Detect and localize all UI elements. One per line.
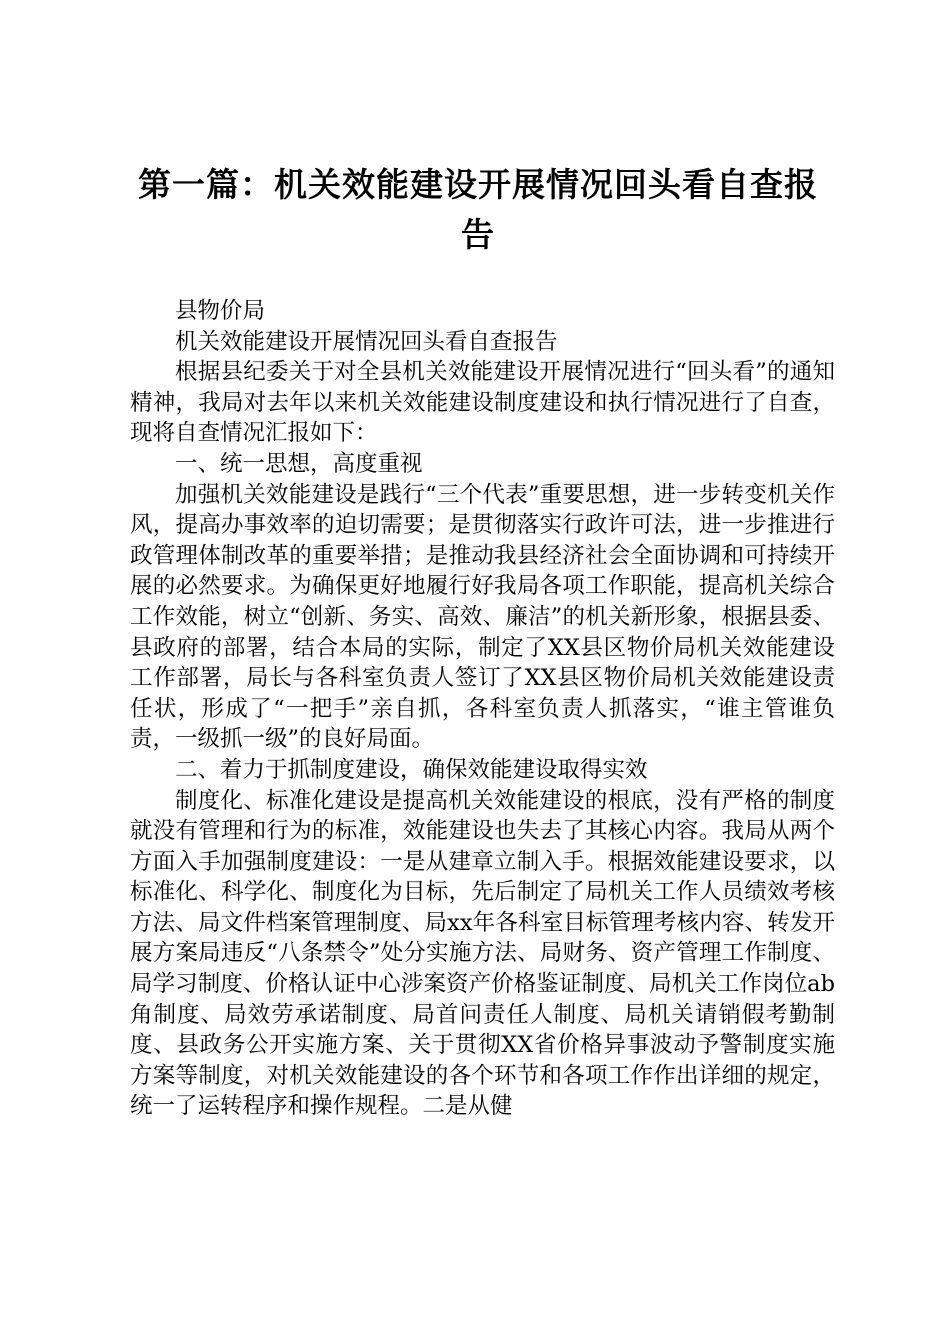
report-subtitle: 机关效能建设开展情况回头看自查报告 xyxy=(175,328,558,355)
document-body xyxy=(130,296,835,1122)
section-heading-2: 二、着力于抓制度建设，确保效能建设取得实效 xyxy=(175,756,648,783)
intro-paragraph: 根据县纪委关于对全县机关效能建设开展情况进行“回头看”的通知精神，我局对去年以来机关效能建设制度建设和执行情况进行了自查，现将自查情况汇报如下： xyxy=(130,359,835,447)
section-2-paragraph: 制度化、标准化建设是提高机关效能建设的根底，没有严格的制度就没有管理和行为的标准，效能建设也失去了其核心内容。我局从两个方面入手加强制度建设：一是从建章立制入手。根据效能建设要求，以标准化、科学化、制度化为目标，先后制定了局机关工作人员绩效考核方法、局文件档案管理制度、局xx年各科室目标管理考核内容、转发开展方案局违反“八条禁令”处分实施方法、局财务、资产管理工作制度、局学习制度、价格认证中心涉案资产价格鉴证制度、局机关工作岗位ab角制度、局效劳承诺制度、局首问责任人制度、局机关请销假考勤制度、县政务公开实施方案、关于贯彻XX省价格异事波动予警制度实施方案等制度，对机关效能建设的各个环节和各项工作作出详细的规定，统一了运转程序和操作规程。二是从健 xyxy=(130,787,835,1120)
section-heading-1: 一、统一思想，高度重视 xyxy=(175,450,423,477)
org-name: 县物价局 xyxy=(175,298,266,324)
section-1-paragraph: 加强机关效能建设是践行“三个代表”重要思想，进一步转变机关作风，提高办事效率的迫切需要；是贯彻落实行政许可法，进一步推进行政管理体制改革的重要举措；是推动我县经济社会全面协调和可持续开展的必然要求。为确保更好地履行好我局各项工作职能，提高机关综合工作效能，树立“创新、务实、高效、廉洁”的机关新形象，根据县委、县政府的部署，结合本局的实际，制定了XX县区物价局机关效能建设工作部署，局长与各科室负责人签订了XX县区物价局机关效能建设责任状，形成了“一把手”亲自抓，各科室负责人抓落实，“谁主管谁负责，一级抓一级”的良好局面。 xyxy=(130,481,835,753)
document-title: 第一篇：机关效能建设开展情况回头看自查报告 xyxy=(138,165,818,254)
